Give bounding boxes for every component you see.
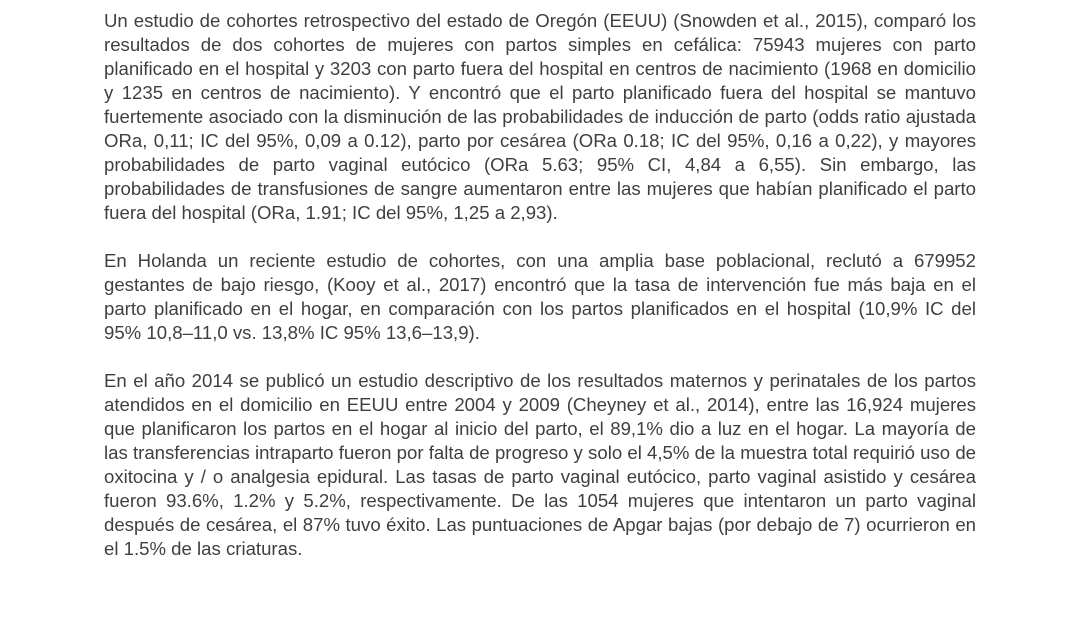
paragraph-holland-study: En Holanda un reciente estudio de cohortes, con una amplia base poblacional, reclutó a 679952 gestantes de bajo riesgo, (Kooy et al., 2017) encontró que la tasa de intervención fue más baja en el parto planificado en el hogar, en comparación con los partos planificados en el hospital (10,9% IC del 95% 10,8–11,0 vs. 13,8% IC 95% 13,6–13,9). [104, 250, 976, 343]
document-body [104, 9, 976, 561]
paragraph-oregon-study: Un estudio de cohortes retrospectivo del estado de Oregón (EEUU) (Snowden et al., 2015), comparó los resultados de dos cohortes de mujeres con partos simples en cefálica: 75943 mujeres con parto planificado en el hospital y 3203 con parto fuera del hospital en centros de nacimiento (1968 en domicilio y 1235 en centros de nacimiento). Y encontró que el parto planificado fuera del hospital se mantuvo fuertemente asociado con la disminución de las probabilidades de inducción de parto (odds ratio ajustada ORa, 0,11; IC del 95%, 0,09 a 0.12), parto por cesárea (ORa 0.18; IC del 95%, 0,16 a 0,22), y mayores probabilidades de parto vaginal eutócico (ORa 5.63; 95% CI, 4,84 a 6,55). Sin embargo, las probabilidades de transfusiones de sangre aumentaron entre las mujeres que habían planificado el parto fuera del hospital (ORa, 1.91; IC del 95%, 1,25 a 2,93). [104, 10, 976, 223]
paragraph-usa-2014-study: En el año 2014 se publicó un estudio descriptivo de los resultados maternos y perinatales de los partos atendidos en el domicilio en EEUU entre 2004 y 2009 (Cheyney et al., 2014), entre las 16,924 mujeres que planificaron los partos en el hogar al inicio del parto, el 89,1% dio a luz en el hogar. La mayoría de las transferencias intraparto fueron por falta de progreso y solo el 4,5% de la muestra total requirió uso de oxitocina y / o analgesia epidural. Las tasas de parto vaginal eutócico, parto vaginal asistido y cesárea fueron 93.6%, 1.2% y 5.2%, respectivamente. De las 1054 mujeres que intentaron un parto vaginal después de cesárea, el 87% tuvo éxito. Las puntuaciones de Apgar bajas (por debajo de 7) ocurrieron en el 1.5% de las criaturas. [104, 370, 976, 559]
